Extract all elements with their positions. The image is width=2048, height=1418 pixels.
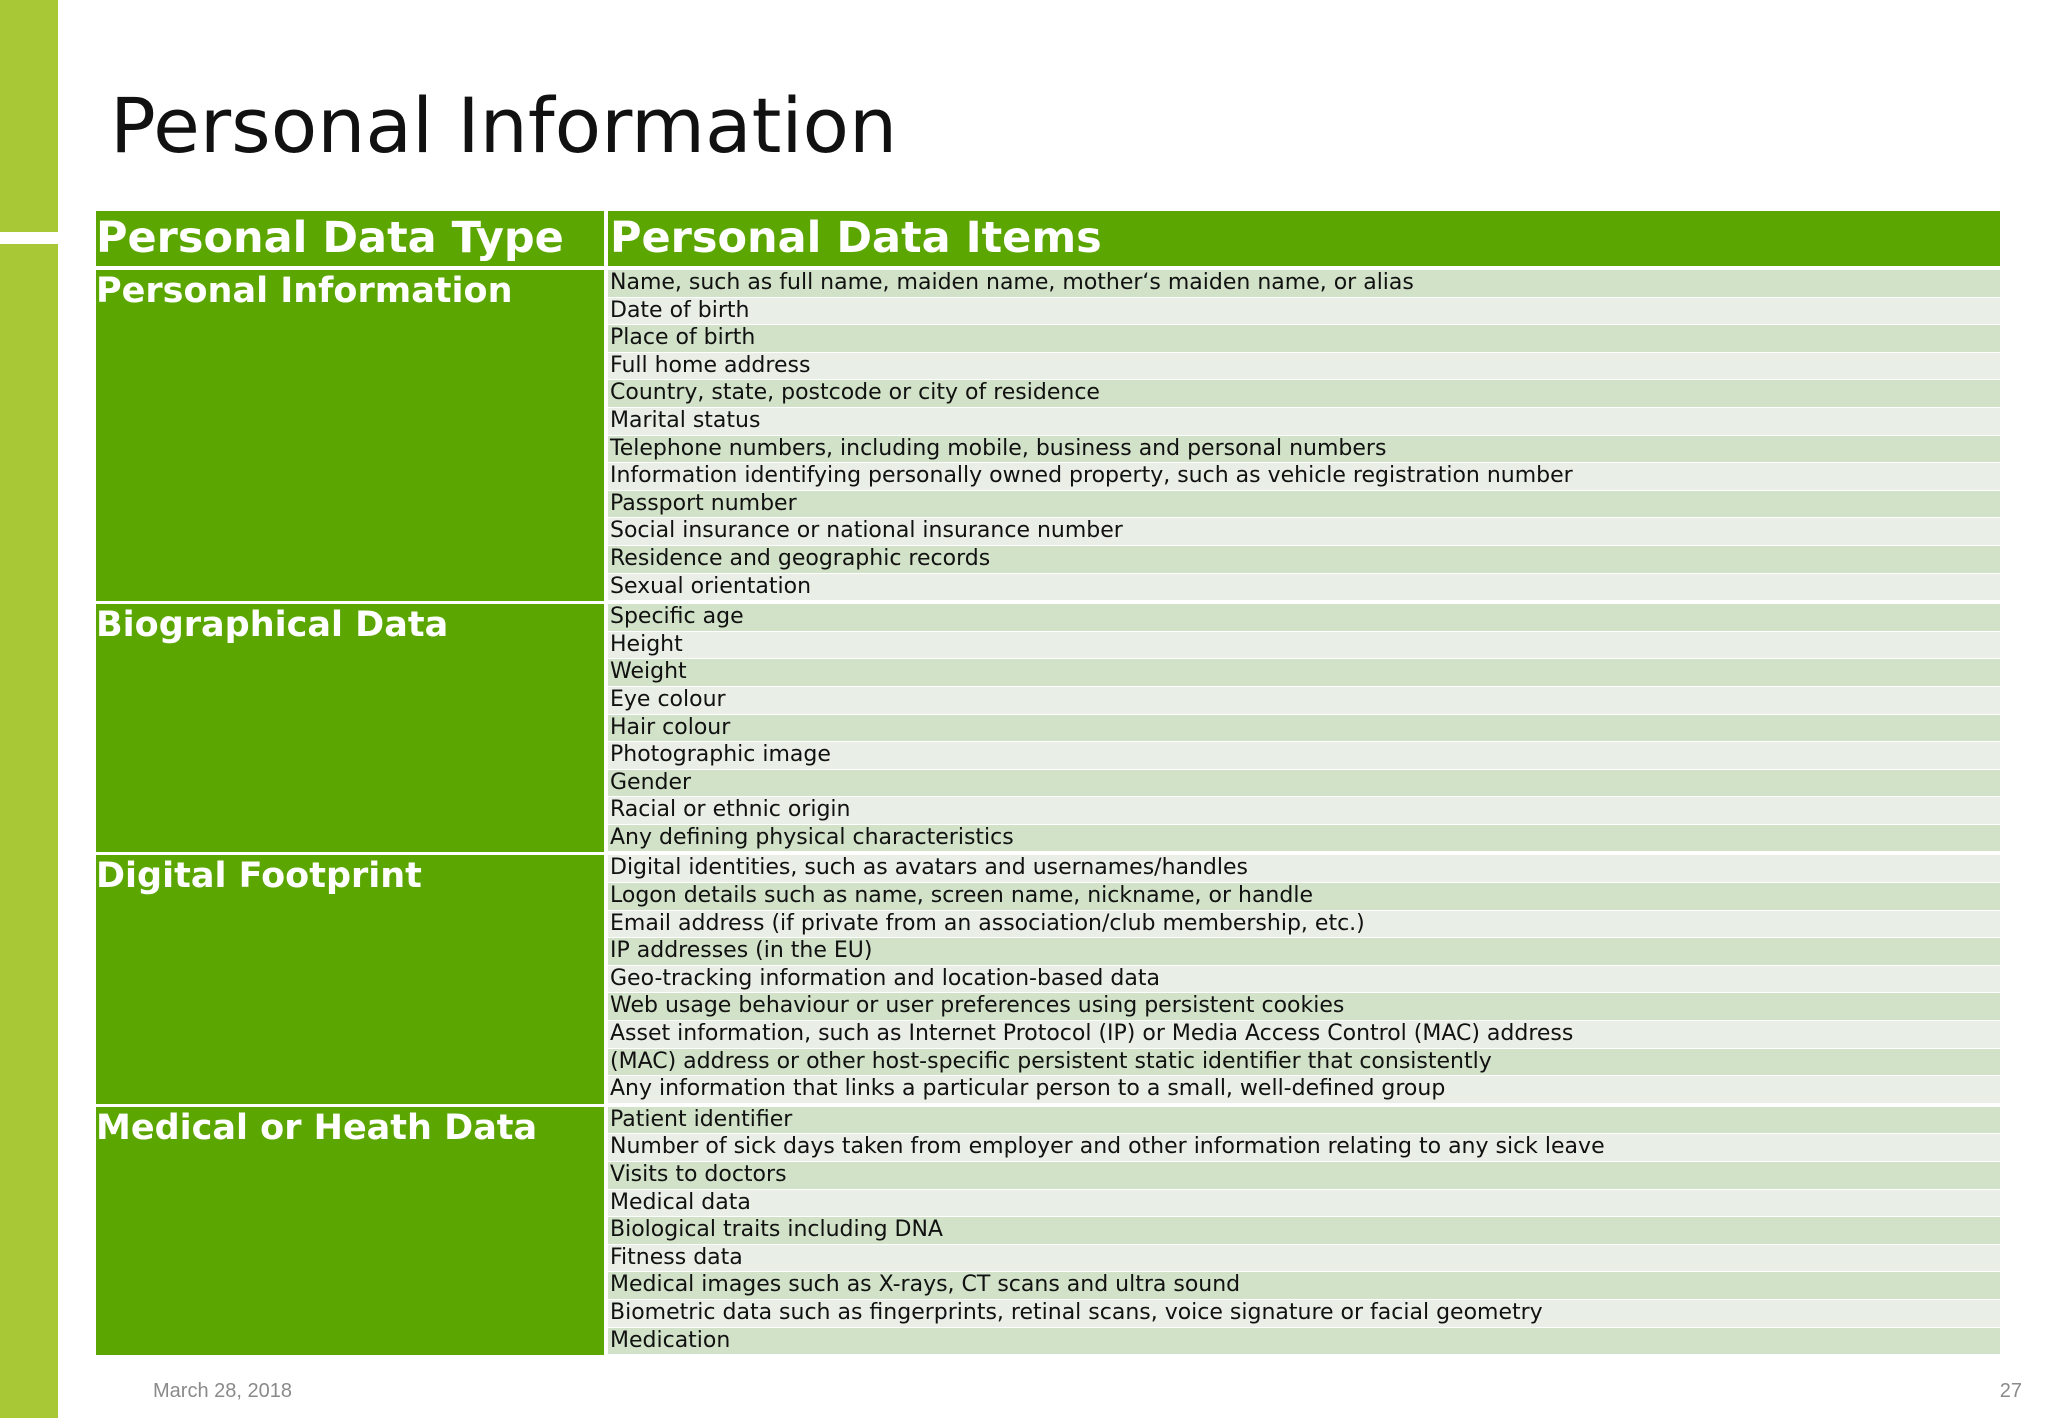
table-row: Any information that links a particular person to a small, well-defined group <box>608 1076 2000 1104</box>
table-row: Digital identities, such as avatars and usernames/handles <box>608 855 2000 883</box>
accent-bar-bottom <box>0 244 58 1418</box>
table-body <box>96 270 2000 1355</box>
table-row: Logon details such as name, screen name, nickname, or handle <box>608 883 2000 911</box>
table-row: Marital status <box>608 408 2000 436</box>
table-row: Specific age <box>608 604 2000 632</box>
table-row: Biometric data such as fingerprints, retinal scans, voice signature or facial geometry <box>608 1300 2000 1328</box>
group-items <box>608 270 2000 601</box>
group-items <box>608 1107 2000 1355</box>
accent-bar-gap <box>0 232 58 244</box>
table-row: Medication <box>608 1328 2000 1356</box>
table-row: Email address (if private from an association/club membership, etc.) <box>608 911 2000 939</box>
table-row: Web usage behaviour or user preferences using persistent cookies <box>608 993 2000 1021</box>
table-row: Sexual orientation <box>608 574 2000 602</box>
table-row: Eye colour <box>608 687 2000 715</box>
table-row: Telephone numbers, including mobile, business and personal numbers <box>608 436 2000 464</box>
table-row: Any defining physical characteristics <box>608 825 2000 853</box>
table-row: Photographic image <box>608 742 2000 770</box>
table-row: Fitness data <box>608 1245 2000 1273</box>
table-group <box>96 270 2000 604</box>
table-row: Hair colour <box>608 715 2000 743</box>
table-row: Medical data <box>608 1190 2000 1218</box>
table-row: Number of sick days taken from employer and other information relating to any sick leave <box>608 1134 2000 1162</box>
table-row: Medical images such as X-rays, CT scans and ultra sound <box>608 1272 2000 1300</box>
table-header-row <box>96 211 2000 266</box>
table-row: Biological traits including DNA <box>608 1217 2000 1245</box>
table-row: Passport number <box>608 491 2000 519</box>
table-row: Height <box>608 632 2000 660</box>
table-row: IP addresses (in the EU) <box>608 938 2000 966</box>
table-row: Asset information, such as Internet Protocol (IP) or Media Access Control (MAC) address <box>608 1021 2000 1049</box>
slide-title: Personal Information <box>110 81 898 170</box>
table-row: Visits to doctors <box>608 1162 2000 1190</box>
table-row: Date of birth <box>608 298 2000 326</box>
table-row: (MAC) address or other host-specific persistent static identifier that consistently <box>608 1049 2000 1077</box>
group-type-label: Personal Information <box>96 270 604 601</box>
table-row: Weight <box>608 659 2000 687</box>
accent-bar-top <box>0 0 58 232</box>
table-row: Social insurance or national insurance number <box>608 518 2000 546</box>
table-row: Gender <box>608 770 2000 798</box>
footer-date: March 28, 2018 <box>153 1380 292 1402</box>
group-items <box>608 604 2000 852</box>
group-type-label: Digital Footprint <box>96 855 604 1103</box>
table-row: Geo-tracking information and location-based data <box>608 966 2000 994</box>
table-row: Name, such as full name, maiden name, mother‘s maiden name, or alias <box>608 270 2000 298</box>
table-row: Information identifying personally owned property, such as vehicle registration number <box>608 463 2000 491</box>
table-row: Country, state, postcode or city of residence <box>608 380 2000 408</box>
table-row: Racial or ethnic origin <box>608 797 2000 825</box>
table-group <box>96 1107 2000 1355</box>
table-row: Full home address <box>608 353 2000 381</box>
page-number: 27 <box>1999 1380 2022 1402</box>
header-data-items: Personal Data Items <box>608 211 2000 266</box>
table-group <box>96 855 2000 1106</box>
header-data-type: Personal Data Type <box>96 211 604 266</box>
group-type-label: Medical or Heath Data <box>96 1107 604 1355</box>
table-row: Patient identifier <box>608 1107 2000 1135</box>
personal-data-table <box>96 211 2000 1355</box>
table-group <box>96 604 2000 855</box>
table-row: Residence and geographic records <box>608 546 2000 574</box>
table-row: Place of birth <box>608 325 2000 353</box>
group-items <box>608 855 2000 1103</box>
group-type-label: Biographical Data <box>96 604 604 852</box>
